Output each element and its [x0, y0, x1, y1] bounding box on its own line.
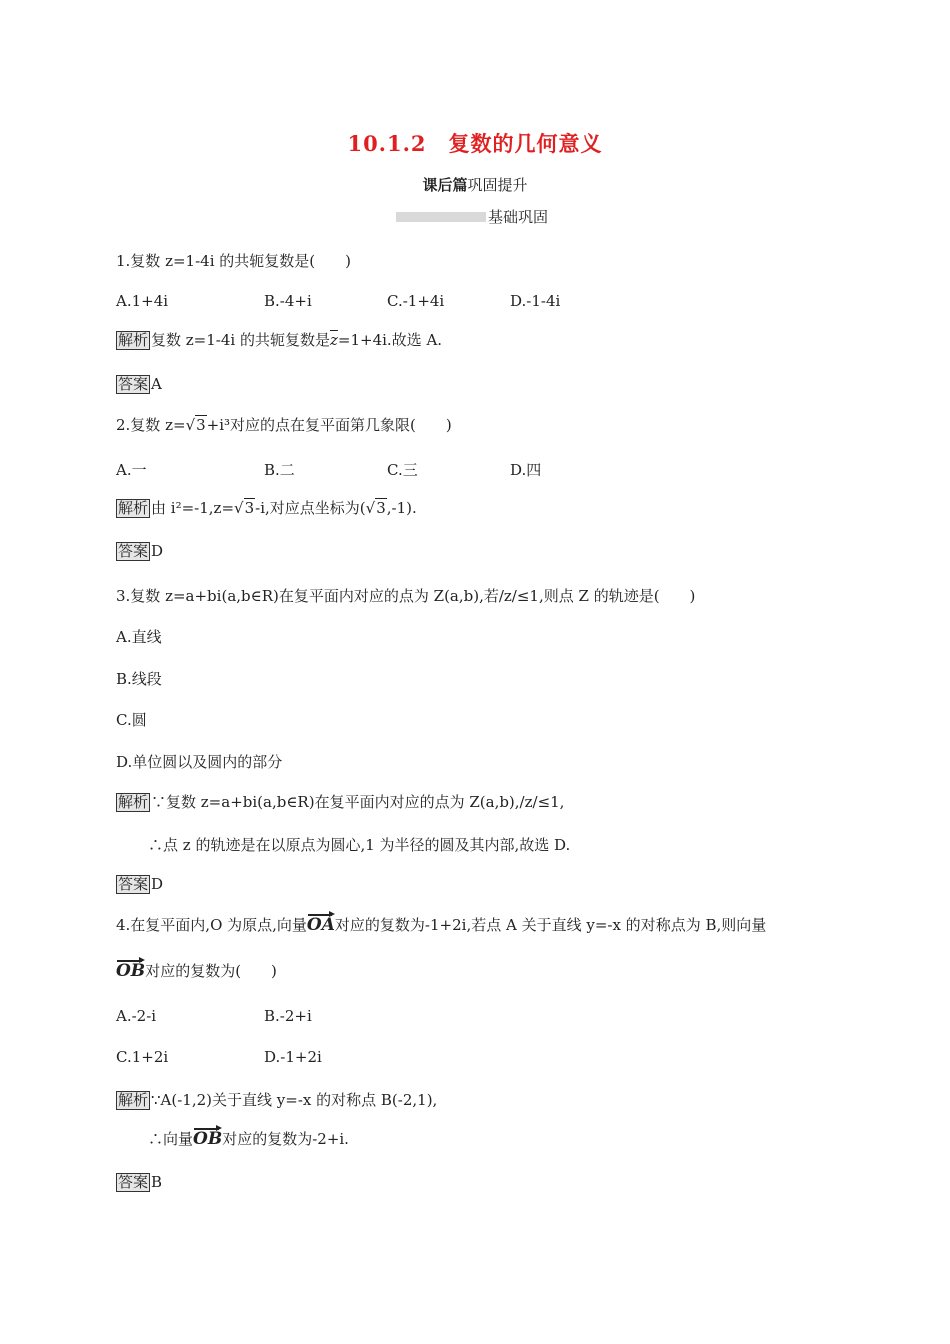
q1-option-b: B.-4+i — [264, 292, 312, 310]
q3-option-d: D.单位圆以及圆内的部分 — [116, 753, 283, 771]
subtitle-bold: 课后篇 — [422, 176, 468, 194]
q1-analysis-a: 复数 z=1-4i 的共轭复数是 — [151, 331, 330, 349]
q3-option-b: B.线段 — [116, 670, 162, 688]
q2-option-c: C.三 — [387, 461, 418, 479]
q4-vector-ob: OB — [116, 961, 146, 981]
q3-option-a: A.直线 — [116, 628, 162, 646]
q4-analysis-line2 — [148, 1128, 349, 1149]
analysis-tag: 解析 — [118, 1091, 149, 1109]
q4-analysis-2a: ∴向量 — [148, 1130, 194, 1148]
analysis-tag: 解析 — [118, 793, 149, 811]
q1-option-d: D.-1-4i — [510, 292, 561, 310]
answer-tag: 答案 — [118, 542, 149, 560]
q3-stem: 3.复数 z=a+bi(a,b∈R)在复平面内对应的点为 Z(a,b),若/z/≤1,则点 Z 的轨迹是( ) — [116, 587, 696, 605]
q3-answer — [116, 875, 163, 894]
q1-answer-value: A — [151, 375, 162, 393]
q4-option-b: B.-2+i — [264, 1007, 312, 1025]
section-heading — [396, 206, 548, 227]
q2-option-b: B.二 — [264, 461, 295, 479]
q3-analysis-2: ∴点 z 的轨迹是在以原点为圆心,1 为半径的圆及其内部,故选 D. — [148, 836, 571, 854]
q4-answer-value: B — [151, 1173, 163, 1191]
q1-analysis-b: =1+4i.故选 A. — [337, 331, 443, 349]
section-label: 基础巩固 — [488, 208, 549, 226]
q2-answer-value: D — [151, 542, 164, 560]
q2-stem — [116, 414, 452, 435]
q4-analysis-2b: 对应的复数为-2+i. — [222, 1130, 349, 1148]
q4-option-c: C.1+2i — [116, 1048, 169, 1066]
q2-radicand: 3 — [196, 416, 206, 434]
q2-stem-a: 2.复数 z= — [116, 416, 186, 434]
q2-analysis-b: -i,对应点坐标为( — [255, 499, 366, 517]
q1-zbar: $\overline{z}$ — [329, 331, 338, 349]
q4-stem-b: 对应的复数为-1+2i,若点 A 关于直线 y=-x 的对称点为 B,则向量 — [334, 916, 767, 934]
q4-stem-line2 — [116, 960, 277, 981]
q4-analysis-1: ∵A(-1,2)关于直线 y=-x 的对称点 B(-2,1), — [151, 1091, 438, 1109]
q2-option-a: A.一 — [116, 461, 147, 479]
q2-analysis-radicand: 3 — [244, 499, 255, 517]
answer-tag: 答案 — [118, 375, 149, 393]
q4-stem-line1 — [116, 914, 766, 935]
answer-tag: 答案 — [118, 875, 149, 893]
answer-tag: 答案 — [118, 1173, 149, 1191]
q3-answer-value: D — [151, 875, 164, 893]
q2-analysis-c: ,-1). — [386, 499, 417, 517]
section-bar — [396, 212, 486, 222]
q2-analysis-radicand2: 3 — [376, 499, 386, 517]
q2-stem-b: +i³对应的点在复平面第几象限( ) — [206, 416, 452, 434]
q2-analysis-a: 由 i²=-1,z= — [151, 499, 235, 517]
subtitle-rest: 巩固提升 — [467, 176, 528, 194]
page-title: 10.1.2 复数的几何意义 — [347, 131, 603, 156]
q4-vector-oa: OA — [306, 915, 335, 935]
q1-stem: 1.复数 z=1-4i 的共轭复数是( ) — [116, 252, 351, 270]
subtitle — [0, 174, 950, 195]
q2-sqrt: √3 — [185, 416, 206, 434]
q2-analysis-sqrt: √3 — [234, 499, 255, 517]
q4-analysis-vector-ob: OB — [193, 1129, 223, 1149]
q3-option-c: C.圆 — [116, 711, 147, 729]
q3-analysis-1: ∵复数 z=a+bi(a,b∈R)在复平面内对应的点为 Z(a,b),/z/≤1, — [151, 793, 565, 811]
q4-stem-a: 4.在复平面内,O 为原点,向量 — [116, 916, 307, 934]
q1-option-a: A.1+4i — [116, 292, 169, 310]
q4-answer — [116, 1173, 162, 1192]
analysis-tag: 解析 — [118, 499, 149, 517]
q4-analysis — [116, 1089, 437, 1110]
q4-option-a: A.-2-i — [116, 1007, 157, 1025]
q2-option-d: D.四 — [510, 461, 542, 479]
q4-option-d: D.-1+2i — [264, 1048, 322, 1066]
q4-stem-c: 对应的复数为( ) — [145, 962, 277, 980]
q2-analysis-sqrt2: √3 — [365, 499, 386, 517]
q1-analysis — [116, 329, 442, 350]
q1-option-c: C.-1+4i — [387, 292, 445, 310]
q3-analysis — [116, 791, 564, 812]
q1-answer — [116, 375, 162, 394]
q2-answer — [116, 542, 163, 561]
q2-analysis — [116, 497, 417, 518]
analysis-tag: 解析 — [118, 331, 149, 349]
